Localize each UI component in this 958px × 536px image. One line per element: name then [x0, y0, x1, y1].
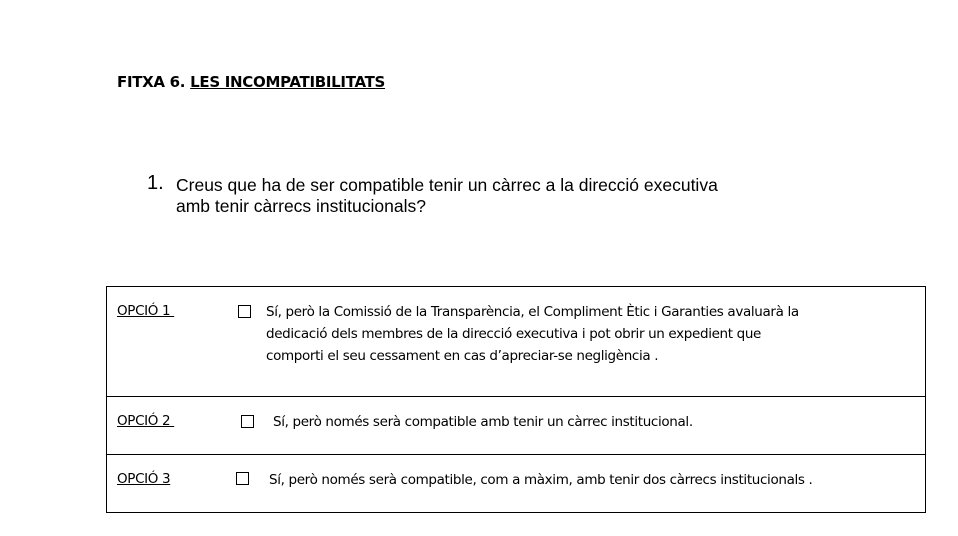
fitxa-number: FITXA 6.	[117, 73, 191, 91]
option-2-checkbox[interactable]	[241, 415, 254, 428]
option-label: OPCIÓ 2	[117, 413, 175, 429]
option-3-checkbox[interactable]	[236, 472, 249, 485]
options-table	[106, 286, 926, 513]
option-row-3	[107, 455, 925, 512]
question-text	[176, 175, 856, 217]
option-row-2	[107, 397, 925, 455]
question-line: amb tenir càrrecs institucionals?	[176, 196, 426, 216]
option-text-line: comporti el seu cessament en cas d’apreciar-se negligència .	[266, 348, 659, 364]
fitxa-heading	[117, 73, 385, 91]
option-label: OPCIÓ 1	[117, 303, 175, 319]
fitxa-title: LES INCOMPATIBILITATS	[190, 73, 386, 91]
question-line: Creus que ha de ser compatible tenir un càrrec a la direcció executiva	[176, 175, 718, 195]
question-number: 1.	[147, 172, 164, 194]
option-1-checkbox[interactable]	[238, 305, 251, 318]
option-text-line: dedicació dels membres de la direcció executiva i pot obrir un expedient que	[266, 326, 762, 342]
option-text	[273, 411, 693, 433]
option-text-line: Sí, però només serà compatible, com a màxim, amb tenir dos càrrecs institucionals .	[269, 472, 813, 488]
option-text	[269, 469, 812, 491]
option-row-1	[107, 287, 925, 397]
option-text	[266, 301, 799, 367]
option-text-line: Sí, però la Comissió de la Transparència, el Compliment Ètic i Garanties avaluarà la	[266, 304, 799, 320]
option-label: OPCIÓ 3	[117, 471, 171, 487]
option-text-line: Sí, però només serà compatible amb tenir un càrrec institucional.	[273, 414, 693, 430]
